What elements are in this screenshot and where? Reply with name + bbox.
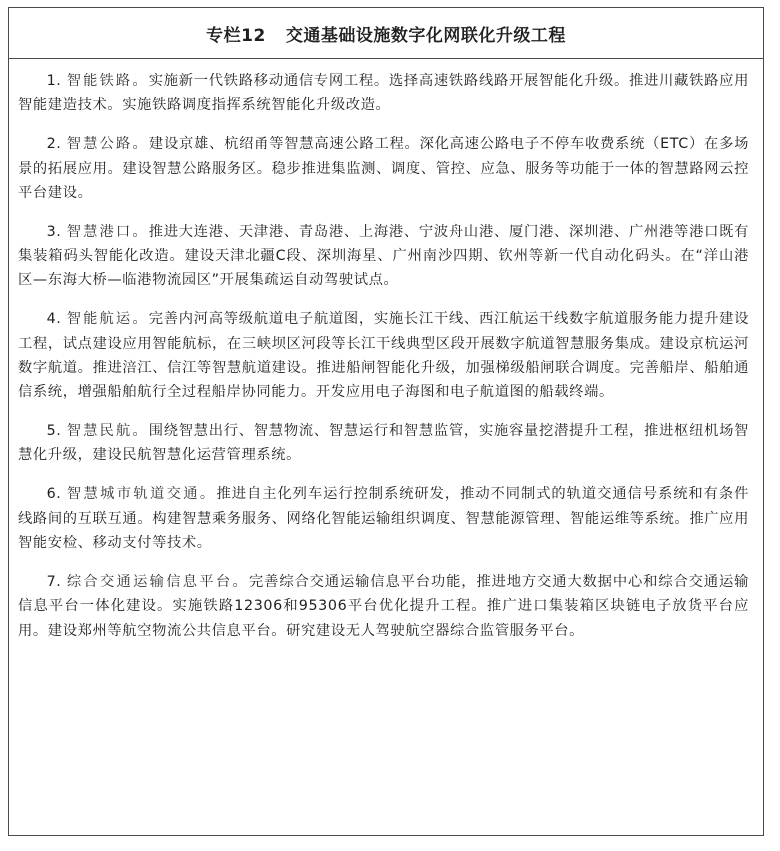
panel-title: 交通基础设施数字化网联化升级工程 (285, 25, 566, 46)
item-text: 实施新一代铁路移动通信专网工程。选择高速铁路线路开展智能化升级。推进川藏铁路应用智能建造技术。实施铁路调度指挥系统智能化升级改造。 (18, 73, 749, 114)
item-text: 建设京雄、杭绍甬等智慧高速公路工程。深化高速公路电子不停车收费系统（ETC）在多场景的拓展应用。建设智慧公路服务区。稳步推进集监测、调度、管控、应急、服务等功能于一体的智慧路网云控平台建设。 (18, 136, 749, 201)
list-item (18, 482, 749, 555)
item-number: 6. (46, 486, 62, 503)
item-text: 推进大连港、天津港、青岛港、上海港、宁波舟山港、厦门港、深圳港、广州港等港口既有集装箱码头智能化改造。建设天津北疆C段、深圳海星、广州南沙四期、钦州等新一代自动化码头。在“洋山港区—东海大桥—临港物流园区”开展集疏运自动驾驶试点。 (18, 223, 749, 289)
item-text: 完善内河高等级航道电子航道图，实施长江干线、西江航运干线数字航道服务能力提升建设工程，试点建设应用智能航标，在三峡坝区河段等长江干线典型区段开展数字航道智慧服务集成。建设京杭运河数字航道。推进涪江、信江等智慧航道建设。推进船闸智能化升级，加强梯级船闸联合调度。完善船岸、船舶通信系统，增强船舶航行全过程船岸协同能力。开发应用电子海图和电子航道图的船载终端。 (18, 311, 749, 401)
list-item (18, 570, 749, 643)
item-heading: 智慧城市轨道交通。 (66, 486, 217, 503)
column-number: 专栏12 (206, 25, 266, 46)
item-number: 2. (46, 136, 62, 153)
item-text: 围绕智慧出行、智慧物流、智慧运行和智慧监管，实施容量挖潜提升工程，推进枢纽机场智慧化升级，建设民航智慧化运营管理系统。 (18, 423, 749, 464)
item-heading: 智能航运。 (66, 311, 149, 328)
item-heading: 智慧公路。 (66, 136, 149, 153)
panel-body (9, 59, 763, 643)
item-heading: 智慧港口。 (66, 223, 149, 240)
item-heading: 智慧民航。 (66, 423, 149, 440)
list-item (18, 419, 749, 468)
list-item (18, 132, 749, 205)
item-number: 4. (46, 311, 62, 328)
list-item (18, 307, 749, 405)
panel-title-row (9, 8, 763, 59)
item-number: 5. (46, 423, 62, 440)
item-number: 7. (46, 573, 62, 590)
item-number: 3. (46, 223, 62, 240)
list-item (18, 220, 749, 293)
item-text: 完善综合交通运输信息平台功能，推进地方交通大数据中心和综合交通运输信息平台一体化建设。实施铁路12306和95306平台优化提升工程。推广进口集装箱区块链电子放货平台应用。建设郑州等航空物流公共信息平台。研究建设无人驾驶航空器综合监管服务平台。 (18, 573, 750, 639)
item-heading: 综合交通运输信息平台。 (66, 573, 250, 590)
item-heading: 智能铁路。 (66, 73, 149, 89)
column-panel (8, 7, 764, 836)
item-text: 推进自主化列车运行控制系统研发，推动不同制式的轨道交通信号系统和有条件线路间的互联互通。构建智慧乘务服务、网络化智能运输组织调度、智慧能源管理、智能运维等系统。推广应用智能安检、移动支付等技术。 (18, 486, 750, 551)
list-item (18, 69, 749, 118)
item-number: 1. (46, 73, 62, 89)
